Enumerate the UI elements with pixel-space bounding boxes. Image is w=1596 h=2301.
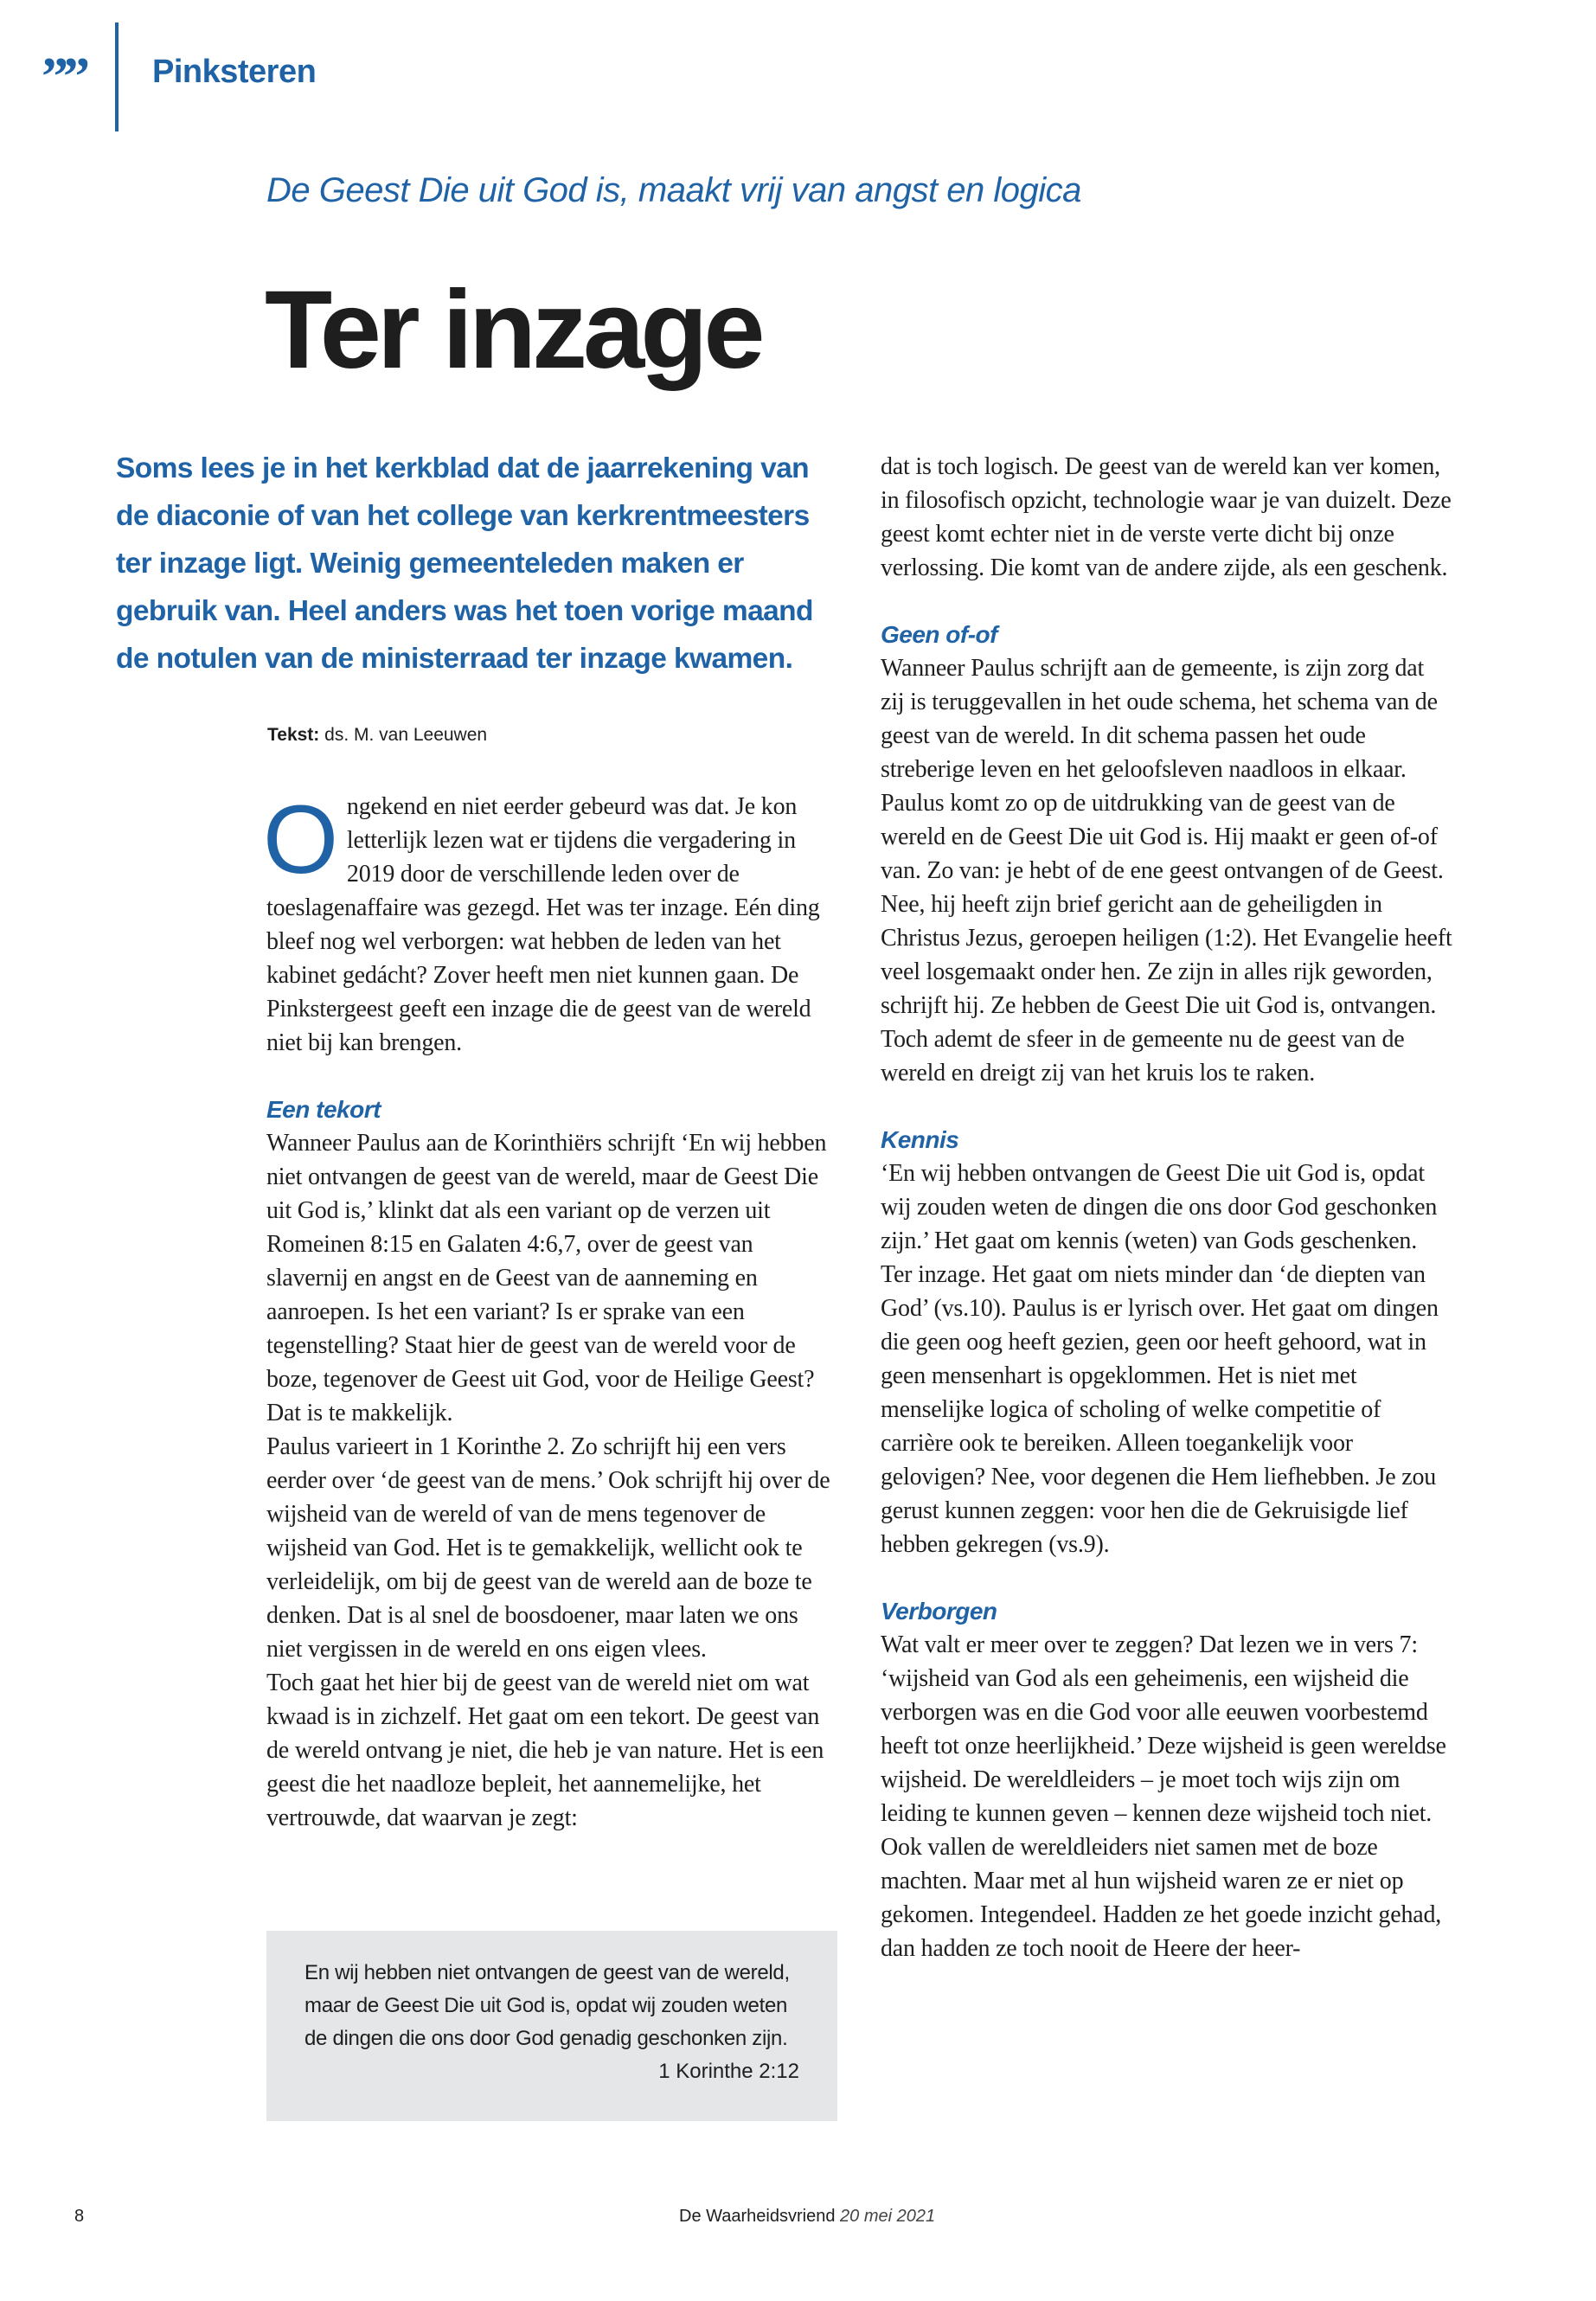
article-title: Ter inzage [265,268,761,392]
drop-cap: O [263,785,338,894]
subheading-geen-of-of: Geen of-of [881,621,997,648]
pull-quote-text: En wij hebben niet ontvangen de geest van de wereld, maar de Geest Die uit God is, opdat wij zouden weten de dingen die ons door God genadig geschonken zijn. [304,1961,790,2050]
paragraph: Wat valt er meer over te zeggen? Dat lezen we in vers 7: ‘wijsheid van God als een geheimenis, een wijsheid die verborgen was en die God voor alle eeuwen voorbestemd heeft tot onze heerlijkheid.’ Deze wijsheid is geen wereldse wijsheid. De wereldleiders – je moet toch wijs zijn om leiding te kunnen geven – kennen deze wijsheid toch niet. Ook vallen de wereldleiders niet samen met de boze machten. Maar met al hun wijsheid waren ze er niet op gekomen. Integendeel. Hadden ze het goede inzicht gehad, dan hadden ze toch nooit de Heere der heer- [881,1631,1446,1962]
subheading-kennis: Kennis [881,1126,959,1153]
byline-label: Tekst: [267,725,320,745]
page-number: 8 [74,2207,85,2226]
section-label: Pinksteren [152,54,317,90]
header-divider [115,22,119,131]
byline [267,725,487,746]
footer-publication [679,2207,935,2227]
paragraph: dat is toch logisch. De geest van de wereld kan ver komen, in filosofisch opzicht, technologie waar je van duizelt. Deze geest komt echter niet in de verste verte dicht bij onze verlossing. Die komt van de andere zijde, als een geschenk. [881,453,1452,581]
publication-date: 20 mei 2021 [840,2207,936,2226]
paragraph-opening-text: ngekend en niet eerder gebeurd was dat. Je kon letterlijk lezen wat er tijdens die vergadering in 2019 door de verschillende leden over de toeslagenaffaire was gezegd. Het was ter inzage. Eén ding bleef nog wel verborgen: wat hebben de leden van het kabinet gedácht? Zover heeft men niet kunnen gaan. De Pinkstergeest geeft een inzage die de geest van de wereld niet bij kan brengen. [266,793,820,1056]
paragraph: Wanneer Paulus schrijft aan de gemeente, is zijn zorg dat zij is teruggevallen in het oude schema, het schema van de geest van de wereld. In dit schema passen het oude streberige leven en het geloofsleven naadloos in elkaar. Paulus komt zo op de uitdrukking van de geest van de wereld en de Geest Die uit God is. Hij maakt er geen of-of van. Zo van: je hebt of de ene geest ontvangen of de Geest. Nee, hij heeft zijn brief gericht aan de geheiligden in Christus Jezus, geroepen heiligen (1:2). Het Evangelie heeft veel losgemaakt onder hen. Ze zijn in alles rijk geworden, schrijft hij. Ze hebben de Geest Die uit God is, ontvangen. Toch ademt de sfeer in de gemeente nu de geest van de wereld en dreigt zij van het kruis los te raken. [881,655,1452,1086]
quote-mark-icon: ”” [42,48,85,106]
paragraph: Paulus varieert in 1 Korinthe 2. Zo schrijft hij een vers eerder over ‘de geest van de mens.’ Ook schrijft hij over de wijsheid van de wereld of van de mens tegenover de wijsheid van God. Het is te gemakkelijk, wellicht ook te verleidelijk, om bij de geest van de wereld aan de boze te denken. Dat is al snel de boosdoener, maar laten we ons niet vergissen in de wereld en ons eigen vlees. [266,1433,830,1663]
article-column-right [881,450,1453,1965]
article-column-left [263,785,837,1835]
subheading-verborgen: Verborgen [881,1598,997,1625]
pull-quote-box [266,1931,837,2121]
subheading-een-tekort: Een tekort [266,1096,381,1123]
pull-quote-reference: 1 Korinthe 2:12 [658,2060,799,2083]
paragraph-opening [263,785,837,1060]
paragraph: Toch gaat het hier bij de geest van de wereld niet om wat kwaad is in zichzelf. Het gaat om een tekort. De geest van de wereld ontvang je niet, die heb je van nature. Het is een geest die het naadloze bepleit, het aannemelijke, het vertrouwde, dat waarvan je zegt: [266,1670,824,1831]
article-intro: Soms lees je in het kerkblad dat de jaarrekening van de diaconie of van het college van kerkrentmeesters ter inzage ligt. Weinig gemeenteleden maken er gebruik van. Heel anders was het toen vorige maand de notulen van de ministerraad ter inzage kwamen. [116,452,813,675]
publication-name: De Waarheidsvriend [679,2207,836,2226]
paragraph: ‘En wij hebben ontvangen de Geest Die uit God is, opdat wij zouden weten de dingen die ons door God geschonken zijn.’ Het gaat om kennis (weten) van Gods geschenken. Ter inzage. Het gaat om niets minder dan ‘de diepten van God’ (vs.10). Paulus is er lyrisch over. Het gaat om dingen die geen oog heeft gezien, geen oor heeft gehoord, wat in geen mensenhart is opgeklommen. Het is niet met menselijke logica of scholing of welke competitie of carrière ook te bereiken. Alleen toegankelijk voor gelovigen? Nee, voor degenen die Hem liefhebben. Je zou gerust kunnen zeggen: voor hen die de Gekruisigde lief hebben gekregen (vs.9). [881,1160,1439,1558]
article-subtitle: De Geest Die uit God is, maakt vrij van angst en logica [266,171,1081,209]
paragraph: Wanneer Paulus aan de Korinthiërs schrijft ‘En wij hebben niet ontvangen de geest van de wereld, maar de Geest Die uit God is,’ klinkt dat als een variant op de verzen uit Romeinen 8:15 en Galaten 4:6,7, over de geest van slavernij en angst en de Geest van de aanneming en aanroepen. Is het een variant? Is er sprake van een tegenstelling? Staat hier de geest van de wereld voor de boze, tegenover de Geest uit God, voor de Heilige Geest? Dat is te makkelijk. [266,1130,827,1426]
byline-author: ds. M. van Leeuwen [324,725,488,745]
